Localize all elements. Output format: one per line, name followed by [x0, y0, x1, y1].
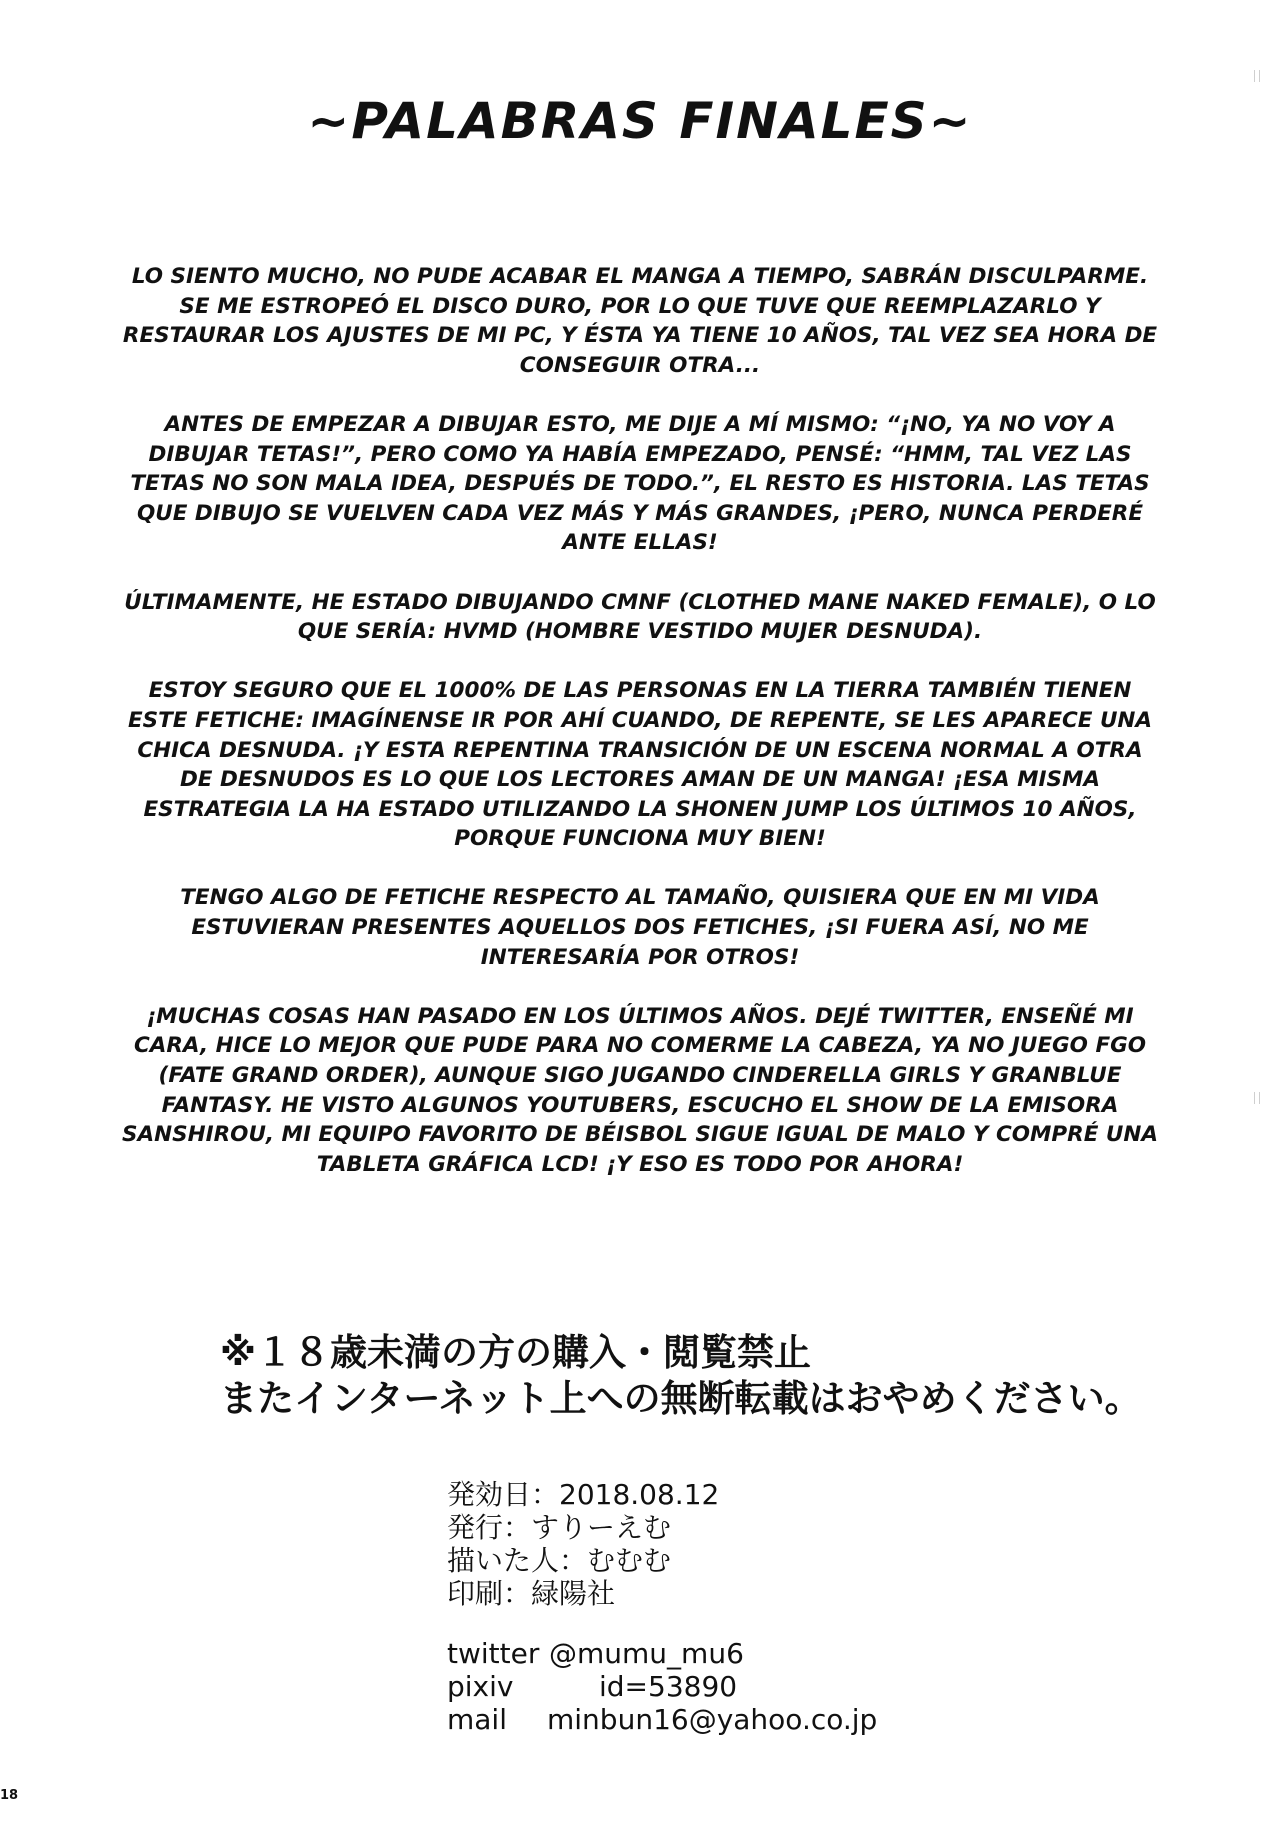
contact-key: pixiv [447, 1670, 514, 1703]
notice-line-2: またインターネット上への無断転載はおやめください。 [220, 1377, 1142, 1420]
publisher: 発行：すりーえむ [447, 1511, 672, 1544]
scan-edge-mark [1254, 1092, 1260, 1104]
contact-value: minbun16@yahoo.co.jp [547, 1703, 878, 1736]
paragraph-5: TENGO ALGO DE FETICHE RESPECTO AL TAMAÑO, QUISIERA QUE EN MI VIDA ESTUVIERAN PRESENTES AQUELLOS DOS FETICHES, ¡SI FUERA ASÍ, NO ME INTERESARÍA POR OTROS! [180, 885, 1100, 970]
contact-list [447, 1637, 877, 1736]
contact-twitter [447, 1637, 877, 1670]
contact-key: twitter [447, 1637, 540, 1670]
contact-key: mail [447, 1703, 507, 1736]
page-title: ~PALABRAS FINALES~ [307, 92, 973, 150]
afterword-body [120, 262, 1160, 1209]
contact-value: id=53890 [599, 1670, 738, 1703]
publish-date: 発効日：2018.08.12 [447, 1478, 720, 1511]
paragraph-2: ANTES DE EMPEZAR A DIBUJAR ESTO, ME DIJE A MÍ MISMO: “¡NO, YA NO VOY A DIBUJAR TETAS!”, PERO COMO YA HABÍA EMPEZADO, PENSÉ: “HMM, TAL VEZ LAS TETAS NO SON MALA IDEA, DESPUÉS DE TODO.”, EL RESTO ES HISTORIA. LAS TETAS QUE DIBUJO SE VUELVEN CADA VEZ MÁS Y MÁS GRANDES, ¡PERO, NUNCA PERDERÉ ANTE ELLAS! [130, 411, 1150, 556]
colophon [447, 1478, 719, 1610]
scan-edge-mark [1254, 70, 1260, 82]
paragraph-4: ESTOY SEGURO QUE EL 1000% DE LAS PERSONAS EN LA TIERRA TAMBIÉN TIENEN ESTE FETICHE: IMAGÍNENSE IR POR AHÍ CUANDO, DE REPENTE, SE LES APARECE UNA CHICA DESNUDA. ¡Y ESTA REPENTINA TRANSICIÓN DE UN ESCENA NORMAL A OTRA DE DESNUDOS ES LO QUE LOS LECTORES AMAN DE UN MANGA! ¡ESA MISMA ESTRATEGIA LA HA ESTADO UTILIZANDO LA SHONEN JUMP LOS ÚLTIMOS 10 AÑOS, PORQUE FUNCIONA MUY BIEN! [127, 678, 1153, 852]
paragraph-1: LO SIENTO MUCHO, NO PUDE ACABAR EL MANGA A TIEMPO, SABRÁN DISCULPARME. SE ME ESTROPEÓ EL DISCO DURO, POR LO QUE TUVE QUE REEMPLAZARLO Y RESTAURAR LOS AJUSTES DE MI PC, Y ÉSTA YA TIENE 10 AÑOS, TAL VEZ SEA HORA DE CONSEGUIR OTRA... [122, 264, 1158, 378]
notice-line-1: ※１８歳未満の方の購入・閲覧禁止 [220, 1331, 811, 1374]
paragraph-3: ÚLTIMAMENTE, HE ESTADO DIBUJANDO CMNF (CLOTHED MANE NAKED FEMALE), O LO QUE SERÍA: HVMD (HOMBRE VESTIDO MUJER DESNUDA). [124, 589, 1156, 645]
artist: 描いた人：むむむ [447, 1544, 672, 1577]
age-restriction-notice [220, 1330, 1180, 1422]
contact-pixiv [447, 1670, 877, 1703]
contact-mail [447, 1703, 877, 1736]
page-number: 18 [0, 1788, 19, 1803]
paragraph-6: ¡MUCHAS COSAS HAN PASADO EN LOS ÚLTIMOS AÑOS. DEJÉ TWITTER, ENSEÑÉ MI CARA, HICE LO MEJOR QUE PUDE PARA NO COMERME LA CABEZA, YA NO JUEGO FGO (FATE GRAND ORDER), AUNQUE SIGO JUGANDO CINDERELLA GIRLS Y GRANBLUE FANTASY. HE VISTO ALGUNOS YOUTUBERS, ESCUCHO EL SHOW DE LA EMISORA SANSHIROU, MI EQUIPO FAVORITO DE BÉISBOL SIGUE IGUAL DE MALO Y COMPRÉ UNA TABLETA GRÁFICA LCD! ¡Y ESO ES TODO POR AHORA! [122, 1003, 1158, 1177]
printer: 印刷：緑陽社 [447, 1577, 616, 1610]
contact-value: @mumu_mu6 [549, 1637, 744, 1670]
